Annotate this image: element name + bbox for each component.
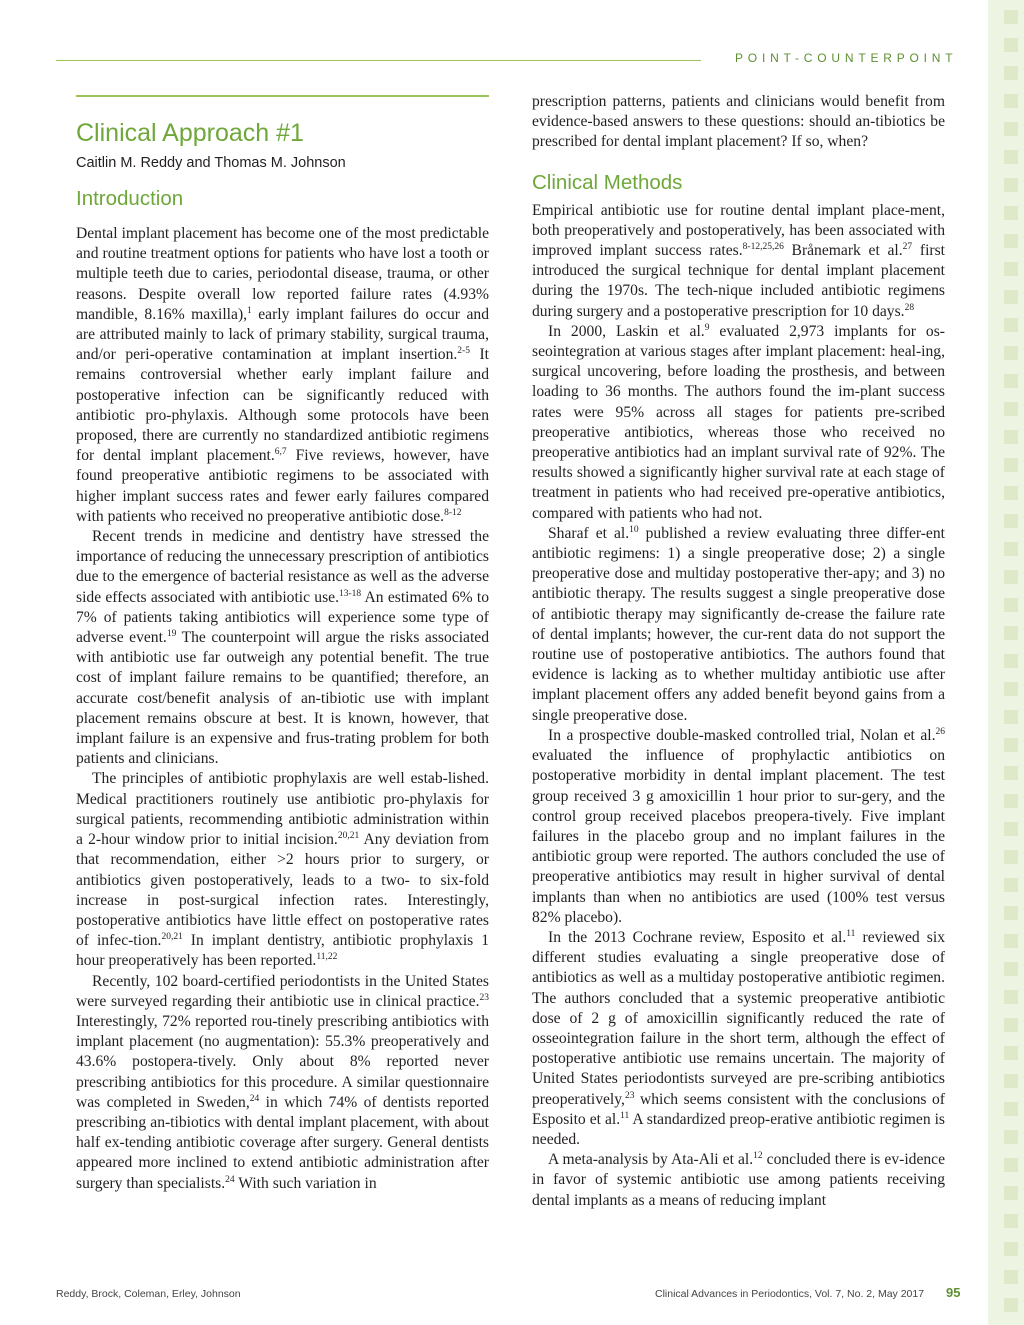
- decoration-square: [1004, 1018, 1018, 1032]
- footer-authors: Reddy, Brock, Coleman, Erley, Johnson: [56, 1288, 241, 1300]
- citation-ref: 12: [753, 1151, 763, 1162]
- decoration-square: [1004, 850, 1018, 864]
- decoration-square: [1004, 682, 1018, 696]
- citation-ref: 11: [620, 1110, 630, 1121]
- title-rule: [76, 95, 489, 97]
- decoration-square: [1004, 710, 1018, 724]
- citation-ref: 27: [902, 242, 913, 253]
- decoration-square: [1004, 1158, 1018, 1172]
- paragraph-continuation: prescription patterns, patients and clinicians would benefit from evidence-based answers to these questions: should an-tibiotics be prescribed for dental implant placement? If so, when?: [532, 93, 945, 151]
- decoration-square: [1004, 1214, 1018, 1228]
- header-rule: [56, 60, 701, 61]
- citation-ref: 10: [629, 524, 639, 535]
- introduction-heading: Introduction: [76, 187, 184, 210]
- article-title: Clinical Approach #1: [76, 119, 304, 147]
- decoration-square: [1004, 1270, 1018, 1284]
- decoration-square: [1004, 1298, 1018, 1312]
- decoration-square: [1004, 486, 1018, 500]
- article-authors: Caitlin M. Reddy and Thomas M. Johnson: [76, 155, 346, 171]
- decoration-square: [1004, 206, 1018, 220]
- citation-ref: 11: [846, 928, 856, 939]
- paragraph: In a prospective double-masked controlled trial, Nolan et al.$^{26}$ evaluated the influence of prophylactic antibiotics on postoperative morbidity in dental implant placement. The test group received 3 g amoxicillin 1 hour prior to sur-gery, and the control group received placebos preopera-tively. Five implant failures in the placebo group and no implant failures in the antibiotic group were reported. The authors concluded the use of preoperative antibiotics may result in higher survival of dental implants than when no antibiotics are used (100% test versus 82% placebo).: [532, 726, 945, 926]
- citation-ref: 28: [904, 302, 915, 313]
- citation-ref: 9: [704, 322, 710, 333]
- citation-ref: 23: [479, 992, 489, 1003]
- decoration-square: [1004, 346, 1018, 360]
- citation-ref: 20,21: [337, 831, 360, 842]
- citation-ref: 24: [249, 1093, 260, 1104]
- left-paragraphs: [76, 224, 489, 1194]
- decoration-square: [1004, 262, 1018, 276]
- paragraph: Empirical antibiotic use for routine dental implant place-ment, both preoperatively and postoperatively, has been associated with improved implant success rates.$^{8-12,25,26}$ Brånemark et al.$^{27}$ first introduced the surgical technique for dental implant placement during the 1970s. The tech-nique included antibiotic regimens during surgery and a postoperative prescription for 10 days.$^{28}$: [532, 201, 945, 320]
- paragraph: The principles of antibiotic prophylaxis are well estab-lished. Medical practitioners routinely use antibiotic pro-phylaxis for surgical patients, recommending antibiotic administration within a 2-hour window prior to initial incision.$^{20,21}$ Any deviation from that recommendation, either >2 hours prior to surgery, or antibiotics given postoperatively, leads to a two- to six-fold increase in post-surgical infection rates. Interestingly, postoperative antibiotics have little effect on postoperative rates of infec-tion.$^{20,21}$ In implant dentistry, antibiotic prophylaxis 1 hour preoperatively has been reported.$^{11,22}$: [76, 770, 490, 970]
- citation-ref: 8-12: [444, 507, 462, 518]
- decoration-square: [1004, 290, 1018, 304]
- citation-ref: 24: [225, 1174, 235, 1185]
- decoration-square: [1004, 626, 1018, 640]
- decoration-square: [1004, 878, 1018, 892]
- decoration-square: [1004, 150, 1018, 164]
- decoration-square: [1004, 1102, 1018, 1116]
- left-column: [76, 90, 489, 1194]
- clinical-methods-heading: Clinical Methods: [532, 170, 683, 194]
- page-number: 95: [946, 1285, 961, 1300]
- decoration-square: [1004, 906, 1018, 920]
- paragraph: Dental implant placement has become one of the most predictable and routine treatment options for patients who have lost a tooth or multiple teeth due to caries, periodontal disease, trauma, or other reasons. Despite overall low reported failure rates (4.93% mandible, 8.16% maxilla),$^1$ early implant failures do occur and are attributed mainly to lack of primary stability, surgical trauma, and/or peri-operative contamination at implant insertion.$^{2-5}$ It remains controversial whether early implant failure and postoperative infection can be significantly reduced with antibiotic pro-phylaxis. Although some protocols have been proposed, there are currently no standardized antibiotic regimens for dental implant placement.$^{6,7}$ Five reviews, however, have found preoperative antibiotic regimens to be associated with higher implant success rates and fewer early failures compared with patients who received no preoperative antibiotic dose.$^{8-12}$: [76, 225, 490, 525]
- paragraph: Recent trends in medicine and dentistry have stressed the importance of reducing the unnecessary prescription of antibiotics due to the emergence of bacterial resistance as well as the adverse side effects associated with antibiotic use.$^{13-18}$ An estimated 6% to 7% of patients taking antibiotics will experience some type of adverse event.$^{19}$ The counterpoint will argue the risks associated with antibiotic use far outweigh any potential benefit. The true cost of implant failure remains to be quantified; therefore, an accurate cost/benefit analysis of an-tibiotic use with implant placement remains obscure at best. It is known, however, that implant failure is an expensive and frus-trating problem for both patients and clinicians.: [76, 528, 490, 768]
- decoration-square: [1004, 234, 1018, 248]
- decoration-square: [1004, 10, 1018, 24]
- citation-ref: 26: [935, 726, 945, 737]
- decoration-square: [1004, 122, 1018, 136]
- decoration-square: [1004, 458, 1018, 472]
- decoration-square: [1004, 1130, 1018, 1144]
- decoration-square: [1004, 38, 1018, 52]
- paragraph: A meta-analysis by Ata-Ali et al.$^{12}$ concluded there is ev-idence in favor of systemic antibiotic use among patients receiving dental implants as a means of reducing implant: [532, 1151, 946, 1209]
- citation-ref: 11,22: [316, 952, 338, 963]
- paragraph: Recently, 102 board-certified periodontists in the United States were surveyed regarding their antibiotic use in clinical practice.$^{23}$ Interestingly, 72% reported rou-tinely prescribing antibiotics with implant placement (no augmentation): 55.3% preoperatively and 43.6% postopera-tively. Only about 8% reported never prescribing antibiotics for this procedure. A similar questionnaire was completed in Sweden,$^{24}$ in which 74% of dentists reported prescribing an-tibiotics with dental implant placement, with about half ex-tending antibiotic coverage after surgery. General dentists appeared more inclined to extend antibiotic administration after surgery than specialists.$^{24}$ With such variation in: [76, 972, 489, 1192]
- citation-ref: 8-12,25,26: [742, 242, 784, 253]
- citation-ref: 6,7: [274, 447, 287, 458]
- decoration-square: [1004, 1046, 1018, 1060]
- right-paragraphs: [532, 201, 945, 1211]
- decoration-square: [1004, 94, 1018, 108]
- decoration-square: [1004, 542, 1018, 556]
- footer-journal: Clinical Advances in Periodontics, Vol. 7, No. 2, May 2017: [655, 1288, 925, 1300]
- decoration-square: [1004, 990, 1018, 1004]
- decoration-square: [1004, 794, 1018, 808]
- decoration-square: [1004, 738, 1018, 752]
- citation-ref: 13-18: [338, 588, 362, 599]
- decoration-square: [1004, 1074, 1018, 1088]
- decoration-square: [1004, 598, 1018, 612]
- decoration-square: [1004, 402, 1018, 416]
- decoration-square: [1004, 318, 1018, 332]
- paragraph: Sharaf et al.$^{10}$ published a review evaluating three differ-ent antibiotic regimens: 1) a single preoperative dose; 2) a single preoperative dose and multiday postoperative ther-apy; and 3) no antibiotic therapy. The results suggest a single preoperative dose of antibiotic therapy may significantly de-crease the failure rate of dental implants; however, the cur-rent data do not support the routine use of postoperative antibiotics. The authors found that evidence is lacking as to whether multiday antibiotic use after implant placement offers any added benefit beyond gains from a single preoperative dose.: [532, 524, 945, 724]
- decoration-square: [1004, 66, 1018, 80]
- section-label: POINT-COUNTERPOINT: [735, 51, 958, 65]
- decoration-square: [1004, 1242, 1018, 1256]
- decoration-square: [1004, 430, 1018, 444]
- citation-ref: 19: [166, 629, 177, 640]
- decoration-square: [1004, 822, 1018, 836]
- decoration-square: [1004, 654, 1018, 668]
- decoration-square: [1004, 374, 1018, 388]
- decoration-square: [1004, 570, 1018, 584]
- citation-ref: 1: [247, 305, 252, 316]
- citation-ref: 23: [624, 1090, 635, 1101]
- decoration-square: [1004, 962, 1018, 976]
- paragraph: In the 2013 Cochrane review, Esposito et al.$^{11}$ reviewed six different studies evaluating a single preoperative dose of antibiotics as well as a multiday postoperative antibiotic regimen. The authors concluded that a systemic preoperative antibiotic dose of 2 g of amoxicillin significantly reduced the rate of osseointegration failure in the short term, although the effect of postoperative antibiotic use remains uncertain. The majority of United States periodontists surveyed are pre-scribing antibiotics preoperatively,$^{23}$ which seems consistent with the conclusions of Esposito et al.$^{11}$ A standardized preop-erative antibiotic regimen is needed.: [532, 928, 946, 1148]
- decoration-square: [1004, 766, 1018, 780]
- citation-ref: 20,21: [161, 932, 183, 943]
- side-decoration: [988, 0, 1024, 1325]
- paragraph: In 2000, Laskin et al.$^9$ evaluated 2,973 implants for os-seointegration at various stages after implant placement: heal-ing, surgical uncovering, before loading the prosthesis, and between loading to 36 months. The authors found the im-plant success rates were 95% across all stages for patients pre-scribed preoperative antibiotics, whereas those who received no preoperative antibiotics had an implant survival rate of 92%. The results showed a significantly higher survival rate at each stage of treatment in patients who had received pre-operative antibiotics, compared with patients who had not.: [532, 322, 945, 522]
- decoration-square: [1004, 178, 1018, 192]
- decoration-square: [1004, 514, 1018, 528]
- decoration-square: [1004, 934, 1018, 948]
- right-column: [532, 92, 945, 1211]
- citation-ref: 2-5: [457, 346, 470, 357]
- decoration-square: [1004, 1186, 1018, 1200]
